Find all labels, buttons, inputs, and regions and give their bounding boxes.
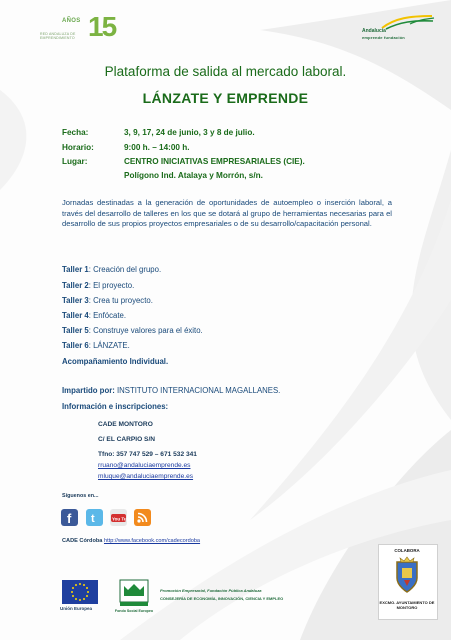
taller-text: : El proyecto. [88, 281, 135, 290]
page-subtitle: LÁNZATE Y EMPRENDE [142, 90, 309, 106]
event-details [0, 0, 451, 200]
eu-caption: Unión Europea [60, 606, 93, 611]
andalucia-line2: emprende fundación [362, 35, 405, 40]
colabora-label: COLABORA [394, 548, 420, 553]
cade-cordoba-line [62, 538, 200, 544]
taller-text: : LÁNZATE. [88, 341, 130, 350]
taller-text: : Creación del grupo. [88, 265, 162, 274]
youtube-icon-text: You Tube [112, 516, 132, 522]
taller-text: : Enfócate. [88, 311, 127, 320]
contact-email-2[interactable]: mluque@andaluciaemprende.es [98, 473, 194, 480]
horario-label: Horario: [62, 143, 94, 152]
junta-fse-text: Fondo Social Europeo [114, 609, 154, 613]
lugar-value-1: CENTRO INICIATIVAS EMPRESARIALES (CIE). [124, 157, 305, 166]
logo-number: 15 [88, 11, 116, 42]
fecha-label: Fecha: [62, 128, 89, 137]
taller-item [62, 281, 134, 290]
contact-name: CADE MONTORO [98, 421, 153, 428]
lugar-label: Lugar: [62, 157, 88, 166]
rss-icon[interactable] [134, 509, 151, 526]
logo-anos-text: AÑOS [62, 18, 81, 24]
cade-cordoba-label: CADE Córdoba [62, 538, 103, 544]
impartido-value: INSTITUTO INTERNACIONAL MAGALLANES. [114, 386, 281, 395]
facebook-icon[interactable] [61, 509, 78, 526]
taller-label: Taller 6 [62, 341, 89, 350]
logo-anos-subtitle: RED ANDALUZA DE EMPRENDIMIENTO [40, 32, 76, 40]
taller-label: Taller 1 [62, 265, 89, 274]
acompanamiento: Acompañamiento Individual. [62, 357, 169, 366]
twitter-icon[interactable] [86, 509, 103, 526]
contact-address: C/ EL CARPIO S/N [98, 436, 156, 443]
taller-label: Taller 2 [62, 281, 89, 290]
eu-flag-icon [62, 580, 98, 604]
taller-text: : Crea tu proyecto. [88, 296, 153, 305]
description: Jornadas destinadas a la generación de oportunidades de autoempleo o inserción laboral, a través del desarrollo de talleres en los que se dotará al grupo de herramientas necesarias para el desarrollo de sus propios proyectos empresariales o de su desarrollo/capacitación personal. [62, 198, 392, 229]
horario-value: 9:00 h. – 14:00 h. [124, 143, 190, 152]
taller-label: Taller 5 [62, 326, 89, 335]
andalucia-line1: Andalucía [362, 28, 386, 34]
contact-phone: Tfno: 357 747 529 – 671 532 341 [98, 451, 197, 458]
lugar-value-2: Polígono Ind. Atalaya y Morrón, s/n. [124, 171, 263, 180]
taller-item [62, 296, 153, 305]
junta-text-2: CONSEJERÍA DE ECONOMÍA, INNOVACIÓN, CIENCIA Y EMPLEO [160, 596, 284, 601]
taller-item [62, 311, 126, 320]
taller-text: : Construye valores para el éxito. [88, 326, 203, 335]
junta-andalucia-logo [114, 576, 154, 614]
svg-text:t: t [91, 513, 95, 525]
page-title: Plataforma de salida al mercado laboral. [104, 64, 347, 79]
taller-label: Taller 3 [62, 296, 89, 305]
youtube-icon[interactable] [110, 509, 132, 526]
siguenos-label: Síguenos en... [62, 493, 99, 499]
info-label: Información e inscripciones: [62, 402, 169, 411]
impartido-label: Impartido por: [62, 386, 115, 395]
contact-email-1[interactable]: rruano@andaluciaemprende.es [98, 462, 191, 469]
svg-text:f: f [67, 511, 72, 526]
junta-text-1: Promoción Empresarial, Fundación Pública Andaluza [160, 588, 262, 593]
taller-item [62, 326, 203, 335]
impartido-line [62, 386, 280, 395]
colabora-caption: EXCMO. AYUNTAMIENTO DE MONTORO [379, 600, 435, 610]
taller-label: Taller 4 [62, 311, 89, 320]
taller-item [62, 341, 130, 350]
taller-item [62, 265, 161, 274]
montoro-coat-of-arms-icon [392, 556, 422, 596]
fecha-value: 3, 9, 17, 24 de junio, 3 y 8 de julio. [124, 128, 255, 137]
cade-facebook-link[interactable]: http://www.facebook.com/cadecordoba [103, 538, 201, 544]
